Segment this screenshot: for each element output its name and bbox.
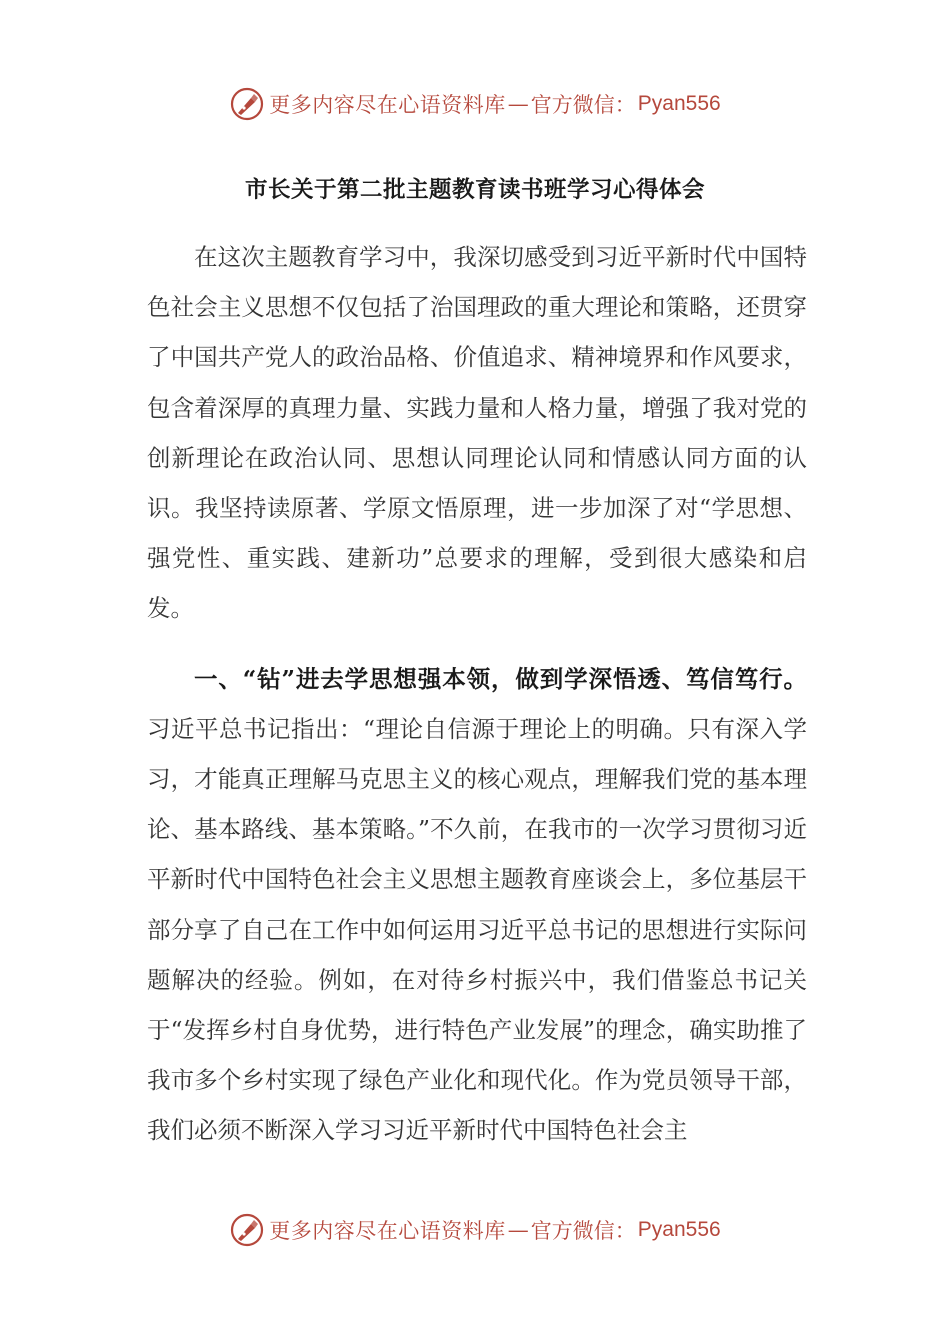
watermark-text: 更多内容尽在心语资料库 [269, 1219, 506, 1243]
watermark-footer [0, 1208, 950, 1252]
document-title: 市长关于第二批主题教育读书班学习心得体会 [244, 177, 705, 203]
watermark-label: 官方微信： [530, 1219, 636, 1243]
pen-nib-circle-icon [229, 1212, 265, 1248]
paragraph-intro: 在这次主题教育学习中，我深切感受到习近平新时代中国特色社会主义思想不仅包括了治国理政的重大理论和策略，还贯穿了中国共产党人的政治品格、价值追求、精神境界和作风要求，包含着深厚的真理力量、实践力量和人格力量，增强了我对党的创新理论在政治认同、思想认同理论认同和情感认同方面的认识。我坚持读原著、学原文悟原理，进一步加深了对“学思想、强党性、重实践、建新功”总要求的理解，受到很大感染和启发。 [147, 243, 807, 623]
watermark-text: 更多内容尽在心语资料库 [269, 93, 506, 117]
section-text: 习近平总书记指出：“理论自信源于理论上的明确。只有深入学习，才能真正理解马克思主义的核心观点，理解我们党的基本理论、基本路线、基本策略。”不久前，在我市的一次学习贯彻习近平新时代中国特色社会主义思想主题教育座谈会上，多位基层干部分享了自己在工作中如何运用习近平总书记的思想进行实际问题解决的经验。例如，在对待乡村振兴中，我们借鉴总书记关于“发挥乡村自身优势，进行特色产业发展”的理念，确实助推了我市多个乡村实现了绿色产业化和现代化。作为党员领导干部，我们必须不断深入学习习近平新时代中国特色社会主 [147, 714, 807, 1145]
watermark-wechat-id: Pyan556 [637, 92, 721, 115]
watermark-separator: — [507, 92, 529, 116]
document-body [147, 232, 807, 1156]
watermark-wechat-id: Pyan556 [637, 1218, 721, 1241]
watermark-label: 官方微信： [530, 93, 636, 117]
paragraph-section-1 [147, 654, 807, 1156]
section-heading: 一、“钻”进去学思想强本领，做到学深悟透、笃信笃行。 [194, 664, 807, 693]
watermark-header [0, 82, 950, 126]
pen-nib-circle-icon [229, 86, 265, 122]
watermark-separator: — [507, 1218, 529, 1242]
